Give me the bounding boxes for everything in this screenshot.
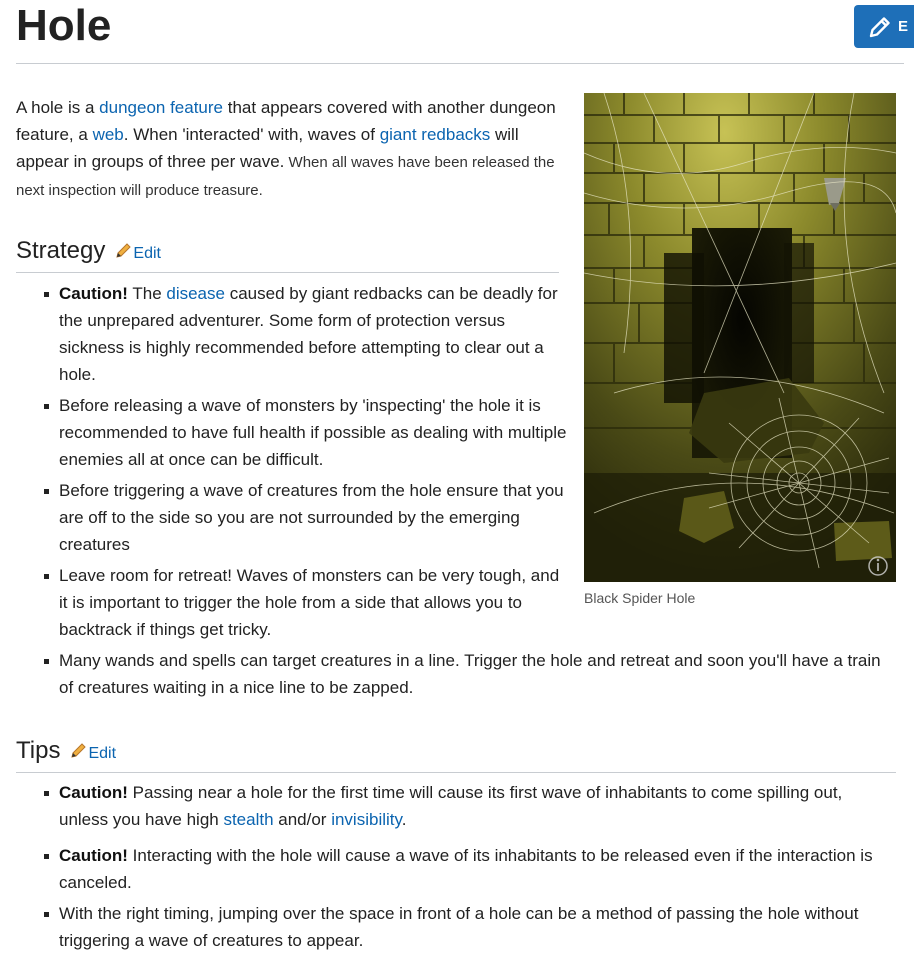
tips-divider bbox=[16, 772, 896, 773]
intro-paragraph bbox=[16, 94, 564, 204]
strategy-heading bbox=[16, 236, 161, 269]
tips-heading bbox=[16, 736, 116, 769]
strategy-edit-link[interactable]: Edit bbox=[133, 245, 161, 262]
item-text: Before releasing a wave of monsters by 'inspecting' the hole it is recommended to have full health if possible as dealing with multiple enemies all at once can be difficult. bbox=[59, 396, 567, 469]
intro-text-4: will appear in groups of three per wave. bbox=[16, 125, 519, 171]
item-text: Leave room for retreat! Waves of monsters can be very tough, and it is important to trigger the hole from a side that allows you to backtrack if things get tricky. bbox=[59, 566, 560, 639]
image-figure bbox=[584, 93, 896, 606]
edit-page-label: E bbox=[898, 18, 909, 35]
list-item bbox=[16, 477, 568, 558]
item-text: Passing near a hole for the first time will cause its first wave of inhabitants to come spilling out, unless you have high bbox=[59, 783, 843, 829]
link-disease[interactable]: disease bbox=[166, 284, 225, 303]
item-text: . bbox=[401, 810, 407, 829]
list-item bbox=[16, 280, 568, 388]
edit-page-button[interactable] bbox=[854, 5, 914, 48]
intro-text-2: that appears covered with another dungeon feature, a bbox=[16, 98, 556, 144]
link-dungeon-feature[interactable]: dungeon feature bbox=[99, 98, 224, 117]
caution-label: Caution! bbox=[59, 846, 128, 865]
list-item bbox=[16, 647, 884, 701]
list-item bbox=[16, 562, 568, 643]
intro-text-5: When all waves have been released the next inspection will produce treasure. bbox=[16, 154, 555, 199]
intro-text-3: . When 'interacted' with, waves of bbox=[123, 125, 380, 144]
pencil-icon bbox=[115, 237, 133, 267]
item-text: Interacting with the hole will cause a wave of its inhabitants to be released even if the interaction is canceled. bbox=[59, 846, 873, 892]
list-item bbox=[16, 900, 886, 954]
tips-title: Tips bbox=[16, 737, 61, 764]
link-web[interactable]: web bbox=[92, 125, 124, 144]
item-text: caused by giant redbacks can be deadly for the unprepared adventurer. Some form of protection versus sickness is highly recommended before attempting to clear out a hole. bbox=[59, 284, 558, 384]
link-giant-redbacks[interactable]: giant redbacks bbox=[379, 125, 491, 144]
black-spider-hole-image[interactable] bbox=[584, 93, 896, 582]
pencil-icon bbox=[70, 737, 88, 767]
tips-list bbox=[16, 779, 886, 958]
item-text: Before triggering a wave of creatures from the hole ensure that you are off to the side so you are not surrounded by the emerging creatures bbox=[59, 481, 564, 554]
link-stealth[interactable]: stealth bbox=[223, 810, 274, 829]
caution-label: Caution! bbox=[59, 284, 128, 303]
page-title: Hole bbox=[16, 1, 112, 50]
image-caption: Black Spider Hole bbox=[584, 590, 696, 606]
link-invisibility[interactable]: invisibility bbox=[331, 810, 402, 829]
list-item bbox=[16, 392, 568, 473]
item-text: and/or bbox=[273, 810, 332, 829]
list-item bbox=[16, 779, 886, 833]
strategy-divider bbox=[16, 272, 559, 273]
intro-text-1: A hole is a bbox=[16, 98, 100, 117]
item-text: With the right timing, jumping over the space in front of a hole can be a method of passing the hole without triggering a wave of creatures to appear. bbox=[59, 904, 859, 950]
item-text: The bbox=[127, 284, 167, 303]
title-divider bbox=[16, 63, 904, 64]
tips-edit-link[interactable]: Edit bbox=[88, 745, 117, 762]
list-item bbox=[16, 842, 886, 896]
strategy-title: Strategy bbox=[16, 237, 106, 264]
caution-label: Caution! bbox=[59, 783, 128, 802]
item-text: Many wands and spells can target creatures in a line. Trigger the hole and retreat and soon you'll have a train of creatures waiting in a nice line to be zapped. bbox=[59, 651, 881, 697]
pencil-icon bbox=[868, 15, 892, 39]
